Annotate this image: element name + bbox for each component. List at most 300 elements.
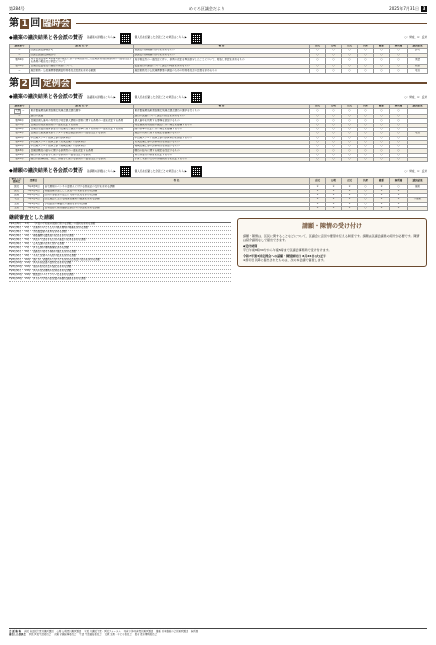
received-date: 7年3月6日 (24, 198, 44, 202)
vote-cell: ○ (374, 49, 390, 53)
col-header: 自民 (310, 45, 326, 49)
bill-number: 第34号 (10, 57, 30, 64)
petition-number: 11号 (25, 261, 31, 265)
vote-cell: ○ (374, 149, 390, 153)
vote-cell: ○ (374, 157, 390, 161)
petition-title: 区民の生活を守るための施策の充実を求める請願 (33, 238, 86, 241)
vote-cell: ○ (358, 57, 374, 64)
vote-cell: ○ (326, 49, 342, 53)
vote-cell: ○ (374, 108, 390, 114)
received-date: 7年5月12日 (9, 265, 23, 269)
petitions-table (9, 177, 428, 211)
vote-cell: ○ (390, 108, 408, 114)
bill-name: 地方自治法第179条第1項の規定に基づき専決処分した目黒区特別区税条例の一部を改正する条例の報告及び承認について (30, 57, 132, 63)
session1-title-suffix: 臨時会 (42, 19, 70, 29)
session2-rule (76, 82, 427, 84)
petition-name: 学校給食の無償化の継続を求める請願 (44, 202, 310, 206)
col-header: 審査した委員会 (11, 177, 22, 184)
vote-cell: ○ (358, 206, 374, 210)
received-date: 7年5月7日 (9, 257, 21, 261)
vote-cell: ○ (390, 132, 408, 136)
result-cell (408, 157, 428, 161)
session2-title (9, 78, 72, 89)
result-cell: 許可 (408, 49, 428, 53)
vote-cell: ○ (326, 132, 342, 136)
col-header: 議 案 名 等 (30, 104, 134, 108)
vote-cell: ○ (326, 57, 342, 64)
receive-box (237, 218, 427, 267)
page-header (9, 5, 427, 14)
received-date: 7年3月6日 (24, 189, 44, 193)
vote-cell: ○ (310, 157, 326, 161)
petition-name: 物価高騰対策として区民への支援を求める請願 (44, 189, 310, 193)
issue-number: 第284号 (9, 6, 25, 11)
vote-cell: ○ (326, 115, 342, 119)
page-number: 3 (422, 5, 426, 11)
bill-number: ー (18, 114, 21, 118)
vote-cell: ○ (310, 128, 326, 132)
vote-cell: ○ (390, 157, 408, 161)
received-date: 7年2月6日 (9, 234, 21, 238)
col-header: 議案番号 (10, 104, 30, 108)
col-header: 議決結果 (408, 104, 428, 108)
petition-title: 学校図書館の充実を求める請願 (33, 230, 67, 234)
received-date: 7年5月2日 (9, 253, 21, 257)
result-cell (408, 206, 428, 210)
petition-number: 9号 (25, 253, 29, 257)
vote-cell: × (326, 189, 342, 193)
bill-name: 目黒区職員の給与に関する条例等の一部を改正する条例 (30, 149, 134, 153)
vote-cell: ○ (390, 123, 408, 127)
session1-title (9, 18, 72, 29)
bill-number: 第37号 (15, 123, 24, 126)
vote-cell: × (342, 198, 358, 202)
vote-cell: ○ (310, 149, 326, 153)
vote-cell: × (326, 185, 342, 189)
vote-cell: ○ (326, 153, 342, 157)
table-row (10, 57, 428, 64)
receive-body: 請願・陳情は、区民に関することなどについて、区議会に意見や要望を伝える制度です。請願は区議会議員の紹介が必要です。陳情は紹介議員なしで提出できます。 (243, 233, 420, 242)
committee-cell: 文教 (10, 202, 24, 206)
qr-code-icon[interactable] (191, 166, 202, 177)
vote-cell: ○ (326, 123, 342, 127)
vote-cell: ○ (326, 65, 342, 69)
vote-cell: × (390, 194, 408, 198)
petition-number: 6号 (25, 241, 29, 245)
received-date: 7年3月6日 (9, 245, 21, 249)
vote-cell: ○ (358, 49, 374, 53)
col-header: 無所属 (390, 45, 408, 49)
bill-number: 第35号 (10, 65, 30, 69)
vote-cell: ○ (374, 136, 390, 140)
bill-number: ー (10, 49, 30, 53)
session1-table (9, 44, 428, 74)
petition-title: 「区民の平和安全保障に関する請願」の採択を求める請願 (33, 222, 96, 226)
petition-title: 国に対し消費税の引き下げを求める意見書の提出を求める請願 (33, 257, 100, 261)
bill-name: 区議会副議長辞職許可 (30, 53, 134, 57)
petition-number: 10号 (25, 257, 31, 261)
bill-summary: 地方税法等の一部改正に伴い、条例の改正を専決処分したことについて、報告し承認を求めるもの (134, 57, 310, 64)
vote-cell: × (342, 206, 358, 210)
bill-summary: 特定親族特別控除の創設に伴い規定を整備するもの (134, 123, 310, 127)
vote-cell: × (342, 202, 358, 206)
vote-cell: ○ (342, 108, 358, 114)
result-cell: 可決 (408, 132, 428, 136)
vote-cell: ○ (310, 132, 326, 136)
col-header: 議案番号 (10, 45, 30, 49)
vote-cell: ○ (374, 145, 390, 149)
received-date: 7年1月8日 (9, 226, 21, 230)
col-header: 議決結果 (408, 178, 428, 185)
petition-title: 地域の防災対策の強化を求める請願 (33, 265, 72, 269)
qr-code-icon[interactable] (120, 166, 131, 177)
vote-cell: × (374, 185, 390, 189)
vote-cell: ○ (374, 53, 390, 57)
col-header: 立民 (342, 45, 358, 49)
bill-summary: 東京都後期高齢者医療広域連合議会議員の選挙を行うもの (134, 108, 310, 114)
petitions-vote-note: 個人名を記載した会派ごとの賛否はこちら ▶ (134, 169, 187, 173)
vote-cell: ○ (326, 108, 342, 114)
bill-number-cell (10, 157, 30, 161)
vote-cell: ○ (358, 145, 374, 149)
col-header: 概 要 (134, 45, 310, 49)
received-date: 7年2月6日 (9, 238, 21, 241)
petition-number: 5号 (25, 238, 29, 241)
vote-cell: ○ (358, 132, 374, 136)
vote-cell: × (326, 202, 342, 206)
result-cell: 承認 (408, 57, 428, 64)
vote-cell: ○ (310, 153, 326, 157)
vote-cell: ○ (342, 123, 358, 127)
col-header: 件 名 (44, 178, 310, 185)
petition-title: 区内の商店街の活性化を求める請願 (33, 261, 72, 265)
vote-cell: ○ (374, 140, 390, 144)
session2-section-head (9, 92, 427, 104)
petition-number: 12号 (25, 265, 31, 269)
faction-name: 維新 日本維新の会目黒区議団 (156, 629, 188, 633)
bill-summary: 中目黒スクエア改修工事の請負契約を締結するもの (134, 136, 310, 140)
committee-cell: 区民 (10, 189, 24, 193)
vote-cell: ○ (390, 149, 408, 153)
vote-cell: × (342, 185, 358, 189)
bill-summary: 監査委員の選任について議会の同意を求めるもの (134, 65, 310, 69)
list-item (9, 278, 231, 282)
vote-cell: ○ (390, 69, 408, 73)
vote-cell: ○ (342, 65, 358, 69)
petition-number: 15号 (25, 277, 31, 281)
vote-cell: ○ (310, 57, 326, 64)
bill-name: 目黒区監査委員の選任の同意について (30, 65, 134, 69)
continued-petitions (9, 215, 231, 282)
col-header: 概 要 (134, 104, 310, 108)
vote-cell: ○ (342, 153, 358, 157)
session1-detail-note: 各議案の詳細はこちら ▶ (86, 36, 116, 40)
col-header: 無所属 (390, 104, 408, 108)
received-date: 7年6月4日 (9, 269, 21, 273)
vote-cell: × (326, 198, 342, 202)
vote-cell: ○ (326, 69, 342, 73)
vote-cell: ○ (342, 115, 358, 119)
vote-cell: ○ (342, 128, 358, 132)
committee-name: 企画 企画総務委員会 (54, 633, 77, 637)
received-date: 7年5月12日 (9, 261, 23, 265)
petition-title: 補聴器購入費助成の拡充を求める請願 (33, 234, 74, 238)
vote-cell: ○ (342, 132, 358, 136)
receive-subbody: 平日午前8時30分から午後5時まで区議会事務局で受け付けます。 (243, 247, 332, 252)
vote-cell: ○ (358, 153, 374, 157)
receive-title: 請願・陳情の受け付け (301, 223, 362, 231)
vote-cell: ○ (390, 119, 408, 123)
received-date: 7年6月18日 (9, 277, 23, 281)
col-header: 立民 (342, 178, 358, 185)
received-date: 7年1月8日 (24, 206, 44, 210)
committee-cell: 生活 (10, 198, 24, 202)
col-header: 共産 (358, 178, 374, 185)
vote-cell: ○ (358, 194, 374, 198)
session1-rule (76, 23, 427, 25)
continued-list (9, 223, 231, 282)
bill-name: 職員の勤務時間、休日、休暇等に関する条例の一部を改正する条例 (30, 157, 134, 161)
vote-cell: × (374, 206, 390, 210)
received-date: 6年3月6日 (24, 194, 44, 198)
receive-panel (237, 215, 427, 282)
vote-cell: ○ (358, 53, 374, 57)
vote-cell: ○ (342, 149, 358, 153)
bill-number: 第43号 (15, 148, 24, 152)
committee-name: 生活 生活福祉委員会 (79, 633, 102, 637)
bill-name: 施設更新・公民連携事業調査特別委員会設置を求める動議 (30, 69, 134, 73)
received-date: 7年1月8日 (9, 230, 21, 234)
petition-number: 14号 (25, 273, 31, 277)
col-header: 自民 (310, 104, 326, 108)
bill-summary: 副議長の辞職願の許可を求めるもの (134, 53, 310, 57)
issue-date: 2025年7月31日 (389, 6, 419, 11)
committee-cell: 文教 (10, 206, 24, 210)
qr-code-icon[interactable] (120, 92, 131, 103)
vote-cell: ○ (374, 57, 390, 64)
session2-table (9, 104, 428, 163)
vote-cell: ○ (342, 49, 358, 53)
bill-name: 東京都後期高齢者医療広域連合議会議員選挙 (30, 108, 134, 114)
vote-cell: ○ (310, 145, 326, 149)
vote-cell: × (374, 198, 390, 202)
col-header: 維新 (374, 178, 390, 185)
session2-title-number: 2 (21, 78, 28, 89)
newsletter-name: めぐろ区議会だより (188, 6, 225, 11)
bill-name: 中目黒スクエア改修工事（電気設備）の請負契約 (30, 140, 134, 144)
bill-summary: 施設の利用に関する規定を整備するもの (134, 132, 310, 136)
petitions-legend: ○：賛成、×：反対 (404, 169, 427, 173)
bill-number: 第42号 (15, 144, 24, 148)
receive-note: ※締切日以降に提出されたものは、次の本会議で審査します。 (243, 257, 327, 262)
vote-cell: ○ (342, 57, 358, 64)
bill-summary: 施設更新及び公民連携事業の調査のための特別委員会の設置を求めるもの (134, 69, 310, 73)
vote-cell: × (310, 189, 326, 193)
petition-title: 駅周辺のバリアフリー化を求める請願 (33, 273, 74, 277)
petition-number: 13号 (25, 269, 31, 273)
vote-cell: ○ (326, 53, 342, 57)
session2-section-title: ◆議案の議決結果と各会派の賛否 (9, 94, 83, 101)
vote-cell: ○ (374, 119, 390, 123)
faction-name: 自民 自由民主党目黒区議団 (24, 629, 54, 633)
vote-cell: ○ (390, 49, 408, 53)
table-row (10, 69, 428, 73)
vote-cell: ○ (390, 115, 408, 119)
vote-cell: ○ (342, 136, 358, 140)
vote-cell: ○ (326, 149, 342, 153)
vote-cell: × (310, 198, 326, 202)
vote-cell: ○ (374, 69, 390, 73)
vote-cell: ○ (390, 140, 408, 144)
vote-cell: ○ (310, 69, 326, 73)
petition-title: 子育て世帯への支援の拡充を求める請願 (33, 253, 77, 257)
session1-vote-note: 個人名を記載した会派ごとの賛否はこちら ▶ (134, 36, 187, 40)
bill-number: ー (10, 69, 30, 73)
faction-name: 立民 立憲民主党・区民フォーラム (84, 629, 121, 633)
vote-cell: ○ (358, 115, 374, 119)
vote-cell: ○ (326, 136, 342, 140)
col-header: 立民 (342, 104, 358, 108)
footer-committees (9, 633, 427, 637)
session2-detail-note: 各議案の詳細はこちら ▶ (86, 95, 116, 99)
vote-cell: ○ (310, 49, 326, 53)
faction-name: 共産 日本共産党目黒区議団 (123, 629, 154, 633)
petitions-section-title: ◆請願の議決結果と各会派の賛否 (9, 168, 83, 175)
vote-cell: ○ (358, 128, 374, 132)
receive-subhead: ◆受付時間 (243, 243, 258, 248)
petition-title: 区立小中学校の給食費の無償化継続を求める請願 (33, 277, 86, 281)
bill-number: 第45号 (15, 157, 24, 161)
session1-title-mid: 回 (30, 18, 41, 29)
vote-cell: ○ (390, 53, 408, 57)
vote-cell: × (310, 185, 326, 189)
vote-cell: ○ (374, 132, 390, 136)
vote-cell: ○ (310, 65, 326, 69)
bill-summary: 機械設備工事の請負契約を締結するもの (134, 145, 310, 149)
bill-number: 第40号 (15, 136, 24, 139)
vote-cell: ○ (358, 123, 374, 127)
vote-cell: ○ (310, 115, 326, 119)
vote-cell: ○ (310, 123, 326, 127)
petitions-header-row (10, 178, 428, 185)
category-tag: 人事 (15, 109, 21, 113)
bill-number: 第39号 (15, 131, 24, 135)
session2-title-prefix: 第 (9, 77, 19, 89)
faction-name: 公明 公明党目黒区議団 (56, 629, 82, 633)
vote-cell: ○ (358, 185, 374, 189)
petition-number: 4号 (25, 234, 29, 238)
vote-cell: ○ (310, 119, 326, 123)
vote-cell: ○ (390, 65, 408, 69)
petitions-detail-note: 各請願の詳細はこちら ▶ (86, 169, 116, 173)
bill-name: 目黒区特別区税条例の一部を改正する条例 (30, 123, 134, 127)
bill-summary: 前議長の辞職願の許可を求めるもの (134, 49, 310, 53)
received-date: 7年1月8日 (9, 222, 21, 226)
received-date: 7年2月6日 (24, 185, 44, 189)
col-header: 維新 (374, 45, 390, 49)
qr-code-icon[interactable] (120, 33, 131, 44)
vote-cell: × (326, 194, 342, 198)
vote-cell: ○ (326, 157, 342, 161)
session2-heading (9, 78, 427, 89)
petition-number: 2号 (25, 226, 29, 230)
footer-label: 会 派 略 称 (9, 629, 22, 633)
vote-cell: ○ (374, 123, 390, 127)
petition-title: 区立公園の環境整備を求める請願 (33, 245, 69, 249)
petition-name: 日本政府に核兵器禁止条約への参加を求める請願 (44, 206, 310, 210)
vote-cell: ○ (390, 153, 408, 157)
result-cell: 可決 (408, 69, 428, 73)
vote-cell: ○ (358, 202, 374, 206)
vote-cell: ○ (374, 65, 390, 69)
vote-cell: ○ (390, 136, 408, 140)
session1-section-head (9, 32, 427, 44)
received-date: 7年4月2日 (9, 249, 21, 253)
bill-number: ー (10, 53, 30, 57)
vote-cell: ○ (342, 119, 358, 123)
result-cell: 同意 (408, 65, 428, 69)
bill-summary: 育児休業等の制度を改正するもの (134, 153, 310, 157)
bill-summary: 個人番号を利用する事務を追加するもの (134, 119, 310, 123)
col-header: 維新 (374, 104, 390, 108)
committee-name: 都市 都市環境委員会 (134, 633, 157, 637)
bill-number: 第38号 (15, 127, 24, 131)
footer-committee-list (29, 633, 160, 637)
bill-name: 目黒区個人番号の利用及び特定個人情報の提供に関する条例の一部を改正する条例 (30, 119, 134, 123)
petition-number: 8号 (25, 249, 29, 253)
bill-name: 職員の育児休業等に関する条例の一部を改正する条例 (30, 153, 134, 157)
vote-cell: ○ (390, 185, 408, 189)
vote-cell: ○ (342, 140, 358, 144)
vote-cell: ○ (326, 145, 342, 149)
vote-cell: × (374, 194, 390, 198)
session2-title-mid: 回 (30, 77, 41, 89)
vote-cell: × (342, 189, 358, 193)
vote-cell: ○ (374, 115, 390, 119)
vote-cell: ○ (358, 65, 374, 69)
petitions-section-head (9, 165, 427, 177)
bill-number: ー (22, 109, 25, 113)
vote-cell: ○ (342, 53, 358, 57)
session1-title-prefix: 第 (9, 18, 19, 29)
vote-cell: × (374, 202, 390, 206)
bill-name: 中目黒スクエア改修工事の請負契約 (30, 136, 134, 140)
bill-name: 目黒区家庭的保育事業等の設備及び運営の基準に関する条例の一部を改正する条例 (30, 128, 134, 132)
committee-name: 区民 区民生活委員会 (28, 633, 52, 637)
vote-cell: ○ (390, 128, 408, 132)
vote-cell: ○ (358, 149, 374, 153)
qr-code-icon[interactable] (191, 33, 202, 44)
committee-name: 文教 文教・子ども委員会 (104, 633, 132, 637)
col-header: 共産 (358, 104, 374, 108)
petition-name: 区内の事業者の賃上げ支援の拡充を求める請願 (44, 194, 310, 198)
session2-legend: ○：賛成、×：反対 (404, 95, 427, 99)
col-header: 公明 (326, 104, 342, 108)
lower-section (9, 215, 427, 282)
vote-cell: ○ (342, 145, 358, 149)
vote-cell: ○ (358, 140, 374, 144)
result-cell: 不採択 (408, 198, 428, 202)
result-cell: 採択 (408, 185, 428, 189)
petition-title: 区内の保育環境の改善を求める請願 (33, 269, 72, 273)
col-header: 自民 (310, 178, 326, 185)
vote-cell: ○ (310, 140, 326, 144)
header-right (389, 6, 427, 12)
vote-cell: × (310, 202, 326, 206)
received-date: 7年6月12日 (9, 273, 23, 277)
qr-code-icon[interactable] (191, 92, 202, 103)
vote-cell: ○ (310, 108, 326, 114)
